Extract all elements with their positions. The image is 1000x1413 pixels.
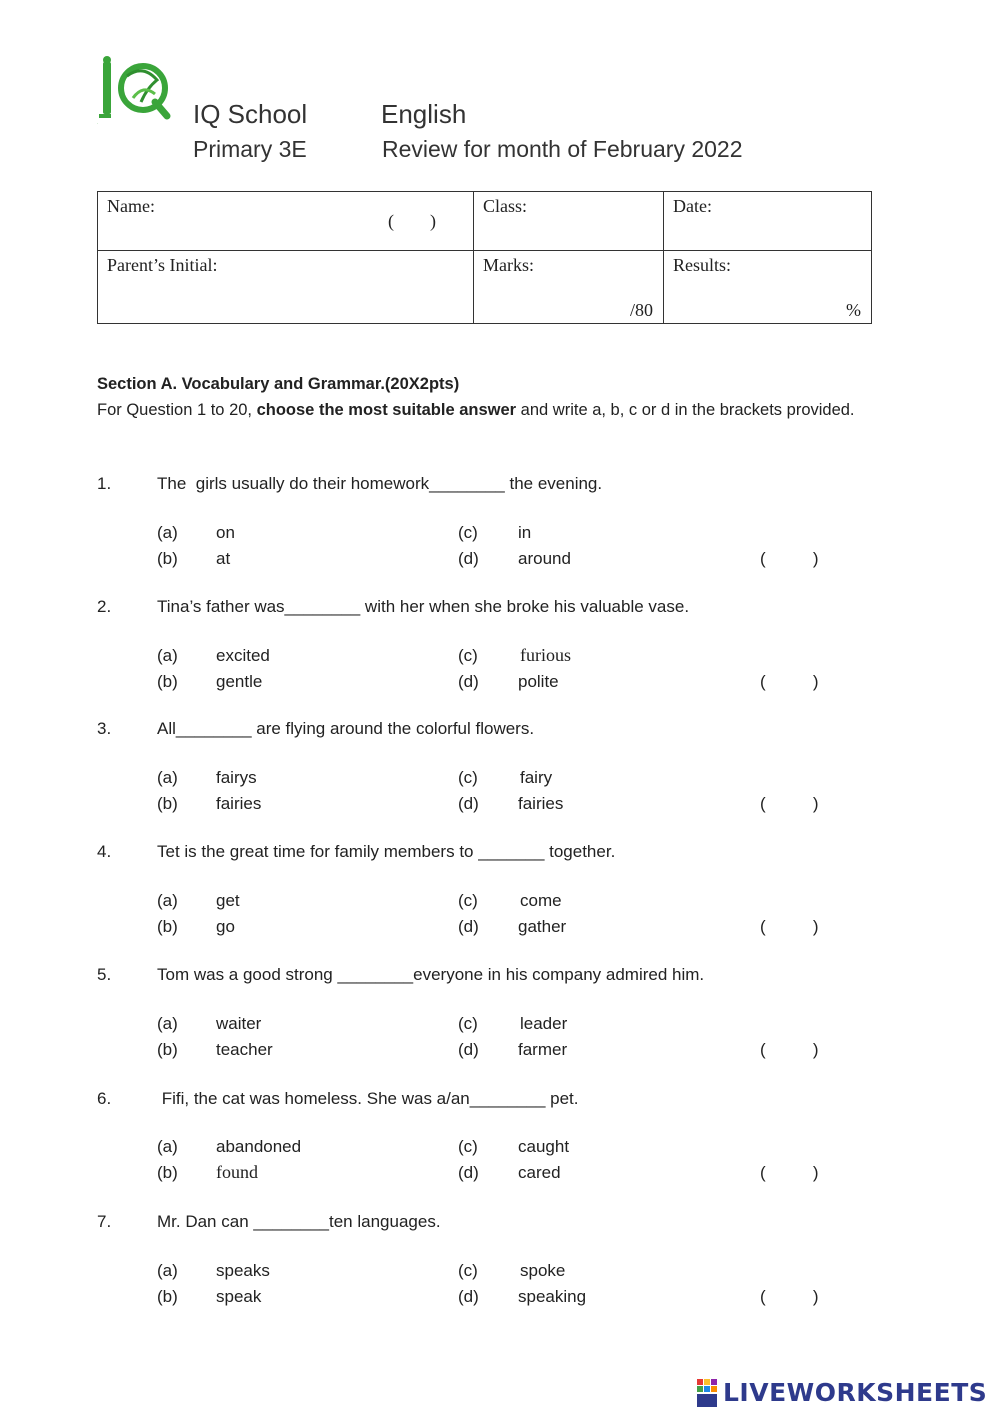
option-text-b[interactable]: teacher xyxy=(216,1040,273,1059)
answer-bracket[interactable]: ( ) xyxy=(760,794,819,813)
instr-pre: For Question 1 to 20, xyxy=(97,401,257,419)
class-name: Primary 3E xyxy=(193,136,307,162)
option-text-d[interactable]: polite xyxy=(518,672,559,691)
question-number: 3. xyxy=(97,719,112,738)
option-text-c[interactable]: leader xyxy=(520,1014,568,1033)
option-text-b[interactable]: go xyxy=(216,917,235,936)
iq-logo-icon xyxy=(97,58,171,124)
option-text-b[interactable]: gentle xyxy=(216,672,263,691)
instr-post: and write a, b, c or d in the brackets provided. xyxy=(516,401,855,419)
question-text: The girls usually do their homework________ the evening. xyxy=(157,474,603,493)
parent-initial-cell[interactable] xyxy=(98,251,474,324)
answer-bracket[interactable]: ( ) xyxy=(760,1287,819,1306)
marks-cell[interactable] xyxy=(474,251,664,324)
question-number: 2. xyxy=(97,597,112,616)
option-letter-c[interactable]: (c) xyxy=(458,768,478,787)
option-letter-b[interactable]: (b) xyxy=(157,1287,178,1306)
option-text-a[interactable]: abandoned xyxy=(216,1137,302,1156)
option-text-b[interactable]: speak xyxy=(216,1287,262,1306)
option-letter-d[interactable]: (d) xyxy=(458,1287,479,1306)
option-letter-b[interactable]: (b) xyxy=(157,549,178,568)
option-text-d[interactable]: gather xyxy=(518,917,567,936)
marks-total: /80 xyxy=(629,300,653,320)
name-label: Name: xyxy=(107,196,155,216)
class-cell[interactable] xyxy=(474,192,664,251)
results-cell[interactable] xyxy=(664,251,872,324)
option-text-c[interactable]: caught xyxy=(518,1137,570,1156)
option-letter-d[interactable]: (d) xyxy=(458,917,479,936)
option-letter-c[interactable]: (c) xyxy=(458,1137,478,1156)
option-letter-d[interactable]: (d) xyxy=(458,672,479,691)
option-letter-a[interactable]: (a) xyxy=(157,1014,178,1033)
class-label: Class: xyxy=(483,196,528,216)
marks-label: Marks: xyxy=(483,255,534,275)
option-letter-d[interactable]: (d) xyxy=(458,794,479,813)
option-text-c[interactable]: come xyxy=(520,891,562,910)
answer-bracket[interactable]: ( ) xyxy=(760,549,819,568)
option-text-b[interactable]: at xyxy=(216,549,231,568)
results-label: Results: xyxy=(673,255,732,275)
option-text-d[interactable]: cared xyxy=(518,1163,561,1182)
option-letter-d[interactable]: (d) xyxy=(458,1040,479,1059)
option-text-a[interactable]: on xyxy=(216,523,235,542)
option-text-b[interactable]: found xyxy=(216,1162,258,1182)
instr-bold: choose the most suitable answer xyxy=(256,401,517,419)
date-label: Date: xyxy=(673,196,712,216)
question-number: 6. xyxy=(97,1089,112,1108)
question-text: Tet is the great time for family members to _______ together. xyxy=(157,842,616,861)
subject: English xyxy=(381,99,467,129)
option-text-c[interactable]: spoke xyxy=(520,1261,566,1280)
option-letter-b[interactable]: (b) xyxy=(157,1163,178,1182)
answer-bracket[interactable]: ( ) xyxy=(760,1040,819,1059)
option-letter-c[interactable]: (c) xyxy=(458,891,478,910)
option-letter-a[interactable]: (a) xyxy=(157,768,178,787)
option-letter-d[interactable]: (d) xyxy=(458,1163,479,1182)
question-number: 5. xyxy=(97,965,112,984)
question-text: Tom was a good strong ________everyone in his company admired him. xyxy=(157,965,705,984)
date-cell[interactable] xyxy=(664,192,872,251)
student-info-table xyxy=(97,191,872,324)
option-text-c[interactable]: fairy xyxy=(520,768,553,787)
option-letter-b[interactable]: (b) xyxy=(157,917,178,936)
option-text-a[interactable]: speaks xyxy=(216,1261,270,1280)
section-instructions xyxy=(97,398,867,423)
liveworksheets-logo-icon xyxy=(697,1379,723,1407)
section-title: Section A. Vocabulary and Grammar.(20X2pts) xyxy=(97,375,460,393)
option-letter-a[interactable]: (a) xyxy=(157,1261,178,1280)
option-letter-a[interactable]: (a) xyxy=(157,1137,178,1156)
option-text-a[interactable]: excited xyxy=(216,646,270,665)
question-text: Tina’s father was________ with her when she broke his valuable vase. xyxy=(157,597,690,616)
option-letter-c[interactable]: (c) xyxy=(458,1261,478,1280)
review-title: Review for month of February 2022 xyxy=(382,136,743,162)
option-letter-b[interactable]: (b) xyxy=(157,1040,178,1059)
liveworksheets-brand[interactable] xyxy=(697,1378,987,1407)
option-letter-a[interactable]: (a) xyxy=(157,646,178,665)
iq-logo xyxy=(97,58,171,129)
option-text-c[interactable]: furious xyxy=(520,645,571,665)
option-text-a[interactable]: fairys xyxy=(216,768,257,787)
logo-text: IQ xyxy=(97,124,99,125)
option-text-d[interactable]: speaking xyxy=(518,1287,587,1306)
option-text-d[interactable]: around xyxy=(518,549,571,568)
option-letter-c[interactable]: (c) xyxy=(458,1014,478,1033)
option-letter-c[interactable]: (c) xyxy=(458,646,478,665)
option-text-a[interactable]: waiter xyxy=(216,1014,262,1033)
question-text: All________ are flying around the colorful flowers. xyxy=(157,719,535,738)
option-letter-b[interactable]: (b) xyxy=(157,672,178,691)
parent-initial-label: Parent’s Initial: xyxy=(107,255,218,275)
option-letter-b[interactable]: (b) xyxy=(157,794,178,813)
option-text-b[interactable]: fairies xyxy=(216,794,262,813)
answer-bracket[interactable]: ( ) xyxy=(760,1163,819,1182)
name-cell[interactable] xyxy=(98,192,474,251)
question-text: Fifi, the cat was homeless. She was a/an________ pet. xyxy=(157,1089,579,1108)
option-letter-c[interactable]: (c) xyxy=(458,523,478,542)
school-name: IQ School xyxy=(193,99,308,129)
question-number: 1. xyxy=(97,474,112,493)
name-number-paren: ( ) xyxy=(388,211,436,231)
option-text-c[interactable]: in xyxy=(518,523,532,542)
option-letter-d[interactable]: (d) xyxy=(458,549,479,568)
option-letter-a[interactable]: (a) xyxy=(157,523,178,542)
question-number: 7. xyxy=(97,1212,112,1231)
option-text-a[interactable]: get xyxy=(216,891,240,910)
option-letter-a[interactable]: (a) xyxy=(157,891,178,910)
answer-bracket[interactable]: ( ) xyxy=(760,917,819,936)
option-text-d[interactable]: fairies xyxy=(518,794,564,813)
results-percent: % xyxy=(846,300,861,320)
liveworksheets-text: LIVEWORKSHEETS xyxy=(723,1378,988,1407)
answer-bracket[interactable]: ( ) xyxy=(760,672,819,691)
logo-icon-text: LIVE xyxy=(697,1406,700,1408)
question-text: Mr. Dan can ________ten languages. xyxy=(157,1212,441,1231)
option-text-d[interactable]: farmer xyxy=(518,1040,568,1059)
question-number: 4. xyxy=(97,842,112,861)
